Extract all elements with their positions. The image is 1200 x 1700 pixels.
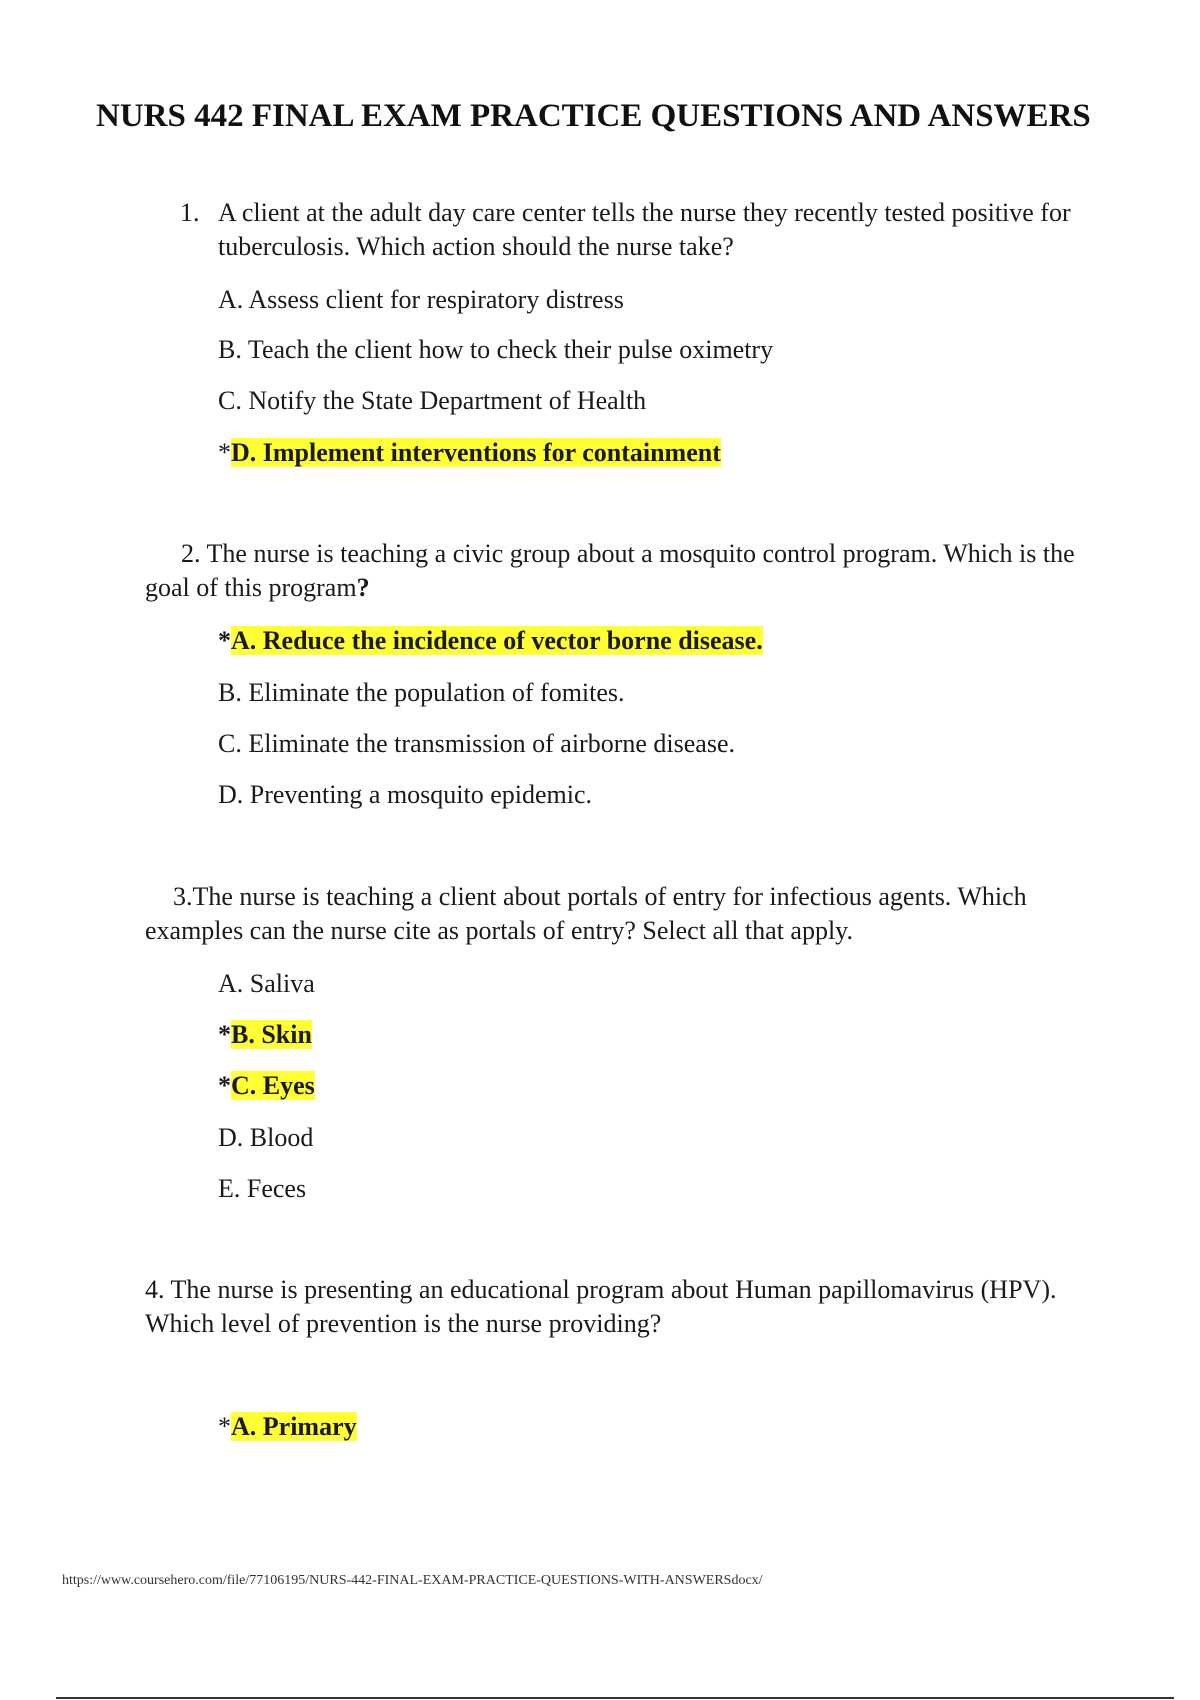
question-2-stem: 2. The nurse is teaching a civic group about a mosquito control program. Which is the goal of this program <box>145 539 1075 602</box>
question-3-text: 3.The nurse is teaching a client about portals of entry for infectious agents. Which examples can the nurse cite as portals of entry? Select all that apply. <box>145 882 1027 945</box>
option-text: A. Primary <box>231 1412 357 1441</box>
option-text: A. Reduce the incidence of vector borne disease. <box>231 626 763 655</box>
question-2-option-c <box>218 727 735 761</box>
question-4-text: 4. The nurse is presenting an educational program about Human papillomavirus (HPV). Which level of prevention is the nurse providing? <box>145 1275 1057 1338</box>
question-1-number: 1. <box>180 198 200 227</box>
correct-answer-mark: * <box>218 626 231 655</box>
option-text: D. Implement interventions for containment <box>231 438 721 467</box>
question-2-mark: ? <box>356 573 370 602</box>
option-text: B. Teach the client how to check their pulse oximetry <box>218 335 774 364</box>
question-1-option-c <box>218 384 646 418</box>
source-url[interactable]: https://www.coursehero.com/file/77106195/NURS-442-FINAL-EXAM-PRACTICE-QUESTIONS-WITH-ANSWERSdocx/ <box>62 1573 763 1588</box>
question-1-option-a <box>218 283 624 317</box>
question-1-option-b <box>218 333 773 367</box>
option-text: D. Preventing a mosquito epidemic. <box>218 780 593 809</box>
option-text: A. Saliva <box>218 969 315 998</box>
document-title: NURS 442 FINAL EXAM PRACTICE QUESTIONS AND ANSWERS <box>96 98 1091 134</box>
option-text: B. Skin <box>231 1020 312 1049</box>
correct-answer-mark: * <box>218 438 231 467</box>
question-2-option-a-correct <box>218 624 763 658</box>
question-2-text <box>145 537 1105 605</box>
question-2-option-d <box>218 778 592 812</box>
option-text: C. Eliminate the transmission of airborne disease. <box>218 729 735 758</box>
question-3-option-c-correct <box>218 1069 315 1103</box>
question-4-option-a-correct <box>218 1410 357 1444</box>
question-3-option-e <box>218 1172 306 1206</box>
option-text: A. Assess client for respiratory distress <box>218 285 624 314</box>
option-text: C. Eyes <box>231 1071 315 1100</box>
footer-divider <box>56 1697 1174 1699</box>
question-3-option-b-correct <box>218 1018 312 1052</box>
option-text: E. Feces <box>218 1174 307 1203</box>
option-text: C. Notify the State Department of Health <box>218 386 647 415</box>
question-3-option-d <box>218 1121 313 1155</box>
question-1-text: A client at the adult day care center tells the nurse they recently tested positive for tuberculosis. Which action should the nurse take? <box>218 198 1071 261</box>
option-text: B. Eliminate the population of fomites. <box>218 678 625 707</box>
question-3-option-a <box>218 967 315 1001</box>
correct-answer-mark: * <box>218 1071 231 1100</box>
question-2-option-b <box>218 676 625 710</box>
option-text: D. Blood <box>218 1123 314 1152</box>
correct-answer-mark: * <box>218 1020 231 1049</box>
correct-answer-mark: * <box>218 1412 231 1441</box>
question-1-option-d-correct <box>218 436 721 470</box>
